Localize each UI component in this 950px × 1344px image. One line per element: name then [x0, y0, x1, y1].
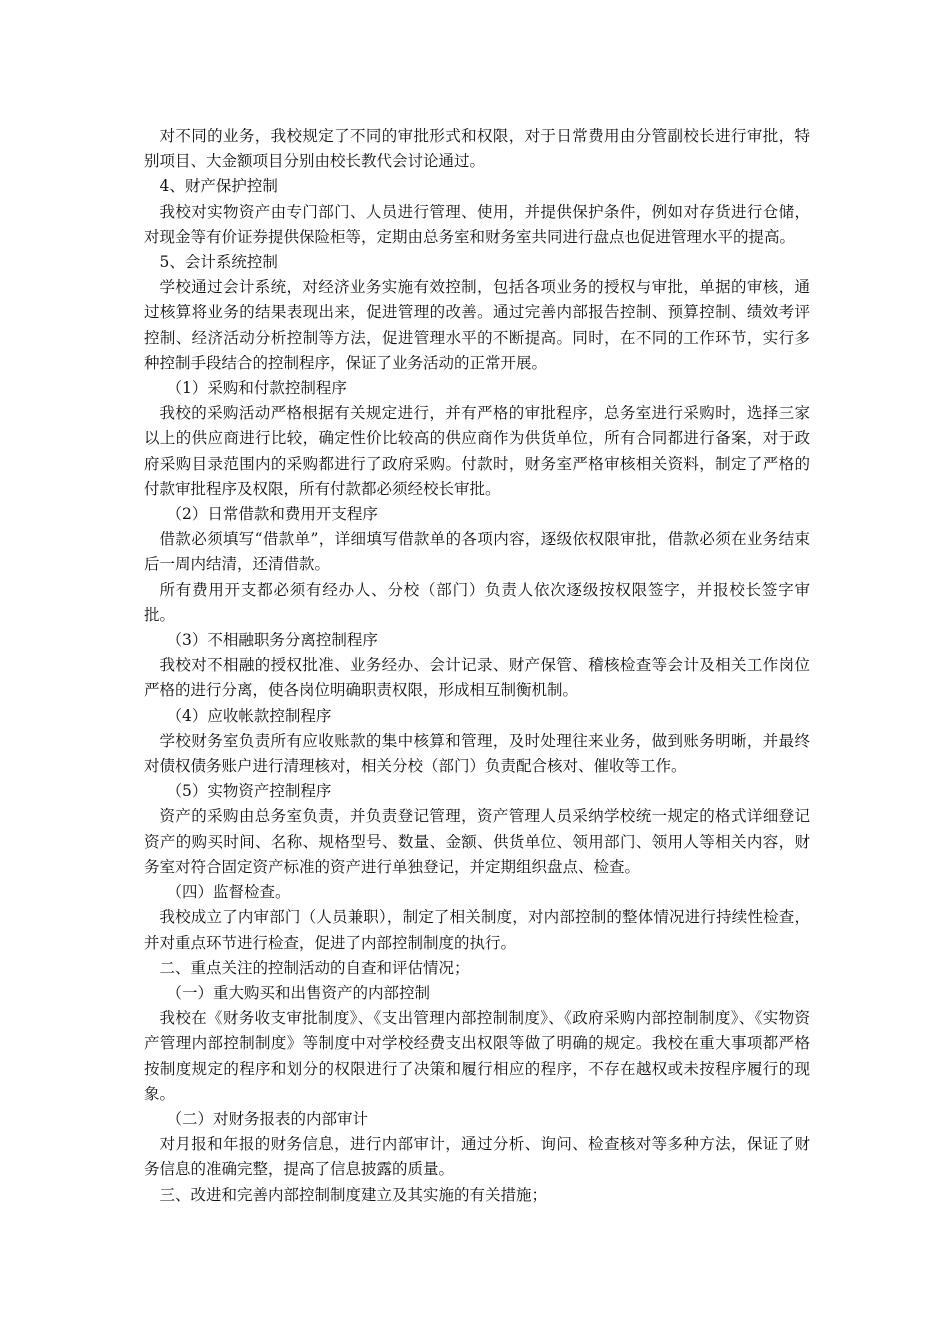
heading-duty-separation: （3）不相融职务分离控制程序 — [166, 631, 378, 650]
document-body — [144, 124, 810, 1208]
heading-receivables: （4）应收帐款控制程序 — [166, 706, 332, 725]
paragraph-expenses: 所有费用开支都必须有经办人、分校（部门）负责人依次逐级按权限签字，并报校长签字审批。 — [144, 580, 810, 624]
heading-physical-assets: （5）实物资产控制程序 — [166, 782, 332, 801]
heading-property-protection: 4、财产保护控制 — [159, 177, 278, 196]
heading-major-asset-control: （一）重大购买和出售资产的内部控制 — [166, 983, 430, 1002]
heading-improvement-measures: 三、改进和完善内部控制制度建立及其实施的有关措施； — [159, 1185, 548, 1204]
paragraph-receivables: 学校财务室负责所有应收账款的集中核算和管理，及时处理往来业务，做到账务明晰，并最终对债权债务账户进行清理核对，相关分校（部门）负责配合核对、催收等工作。 — [144, 731, 810, 776]
paragraph-duty-separation: 我校对不相融的授权批准、业务经办、会计记录、财产保管、稽核检查等会计及相关工作岗位严格的进行分离，使各岗位明确职责权限，形成相互制衡机制。 — [144, 656, 810, 700]
heading-loans-expenses: （2）日常借款和费用开支程序 — [166, 505, 378, 524]
paragraph-financial-audit: 对月报和年报的财务信息，进行内部审计，通过分析、询问、检查核对等多种方法，保证了财务信息的准确完整，提高了信息披露的质量。 — [144, 1135, 810, 1179]
paragraph-loans: 借款必须填写“借款单”，详细填写借款单的各项内容，逐级依权限审批，借款必须在业务结束后一周内结清，还清借款。 — [144, 530, 810, 574]
paragraph-major-asset-control: 我校在《财务收支审批制度》、《支出管理内部控制制度》、《政府采购内部控制制度》、《实物资产管理内部控制制度》等制度中对学校经费支出权限等做了明确的规定。我校在重大事项都严格按制度规定的程序和划分的权限进行了决策和履行相应的程序，不存在越权或未按程序履行的现象。 — [144, 1009, 810, 1103]
paragraph-procurement-payment: 我校的采购活动严格根据有关规定进行，并有严格的审批程序，总务室进行采购时，选择三家以上的供应商进行比较，确定性价比较高的供应商作为供货单位，所有合同都进行备案，对于政府采购目录范围内的采购都进行了政府采购。付款时，财务室严格审核相关资料，制定了严格的付款审批程序及权限，所有付款都必须经校长审批。 — [144, 404, 810, 498]
paragraph-accounting-system: 学校通过会计系统，对经济业务实施有效控制，包括各项业务的授权与审批，单据的审核，通过核算将业务的结果表现出来，促进管理的改善。通过完善内部报告控制、预算控制、绩效考评控制、经济活动分析控制等方法，促进管理水平的不断提高。同时，在不同的工作环节，实行多种控制手段结合的控制程序，保证了业务活动的正常开展。 — [144, 278, 810, 372]
heading-supervision: （四）监督检查。 — [166, 883, 291, 902]
heading-procurement-payment: （1）采购和付款控制程序 — [166, 379, 347, 398]
paragraph-property-protection: 我校对实物资产由专门部门、人员进行管理、使用，并提供保护条件，例如对存货进行仓储，对现金等有价证券提供保险柜等，定期由总务室和财务室共同进行盘点也促进管理水平的提高。 — [144, 202, 810, 246]
paragraph-approval-authority: 对不同的业务，我校规定了不同的审批形式和权限，对于日常费用由分管副校长进行审批，特别项目、大金额项目分别由校长教代会讨论通过。 — [144, 127, 810, 171]
heading-key-control-review: 二、重点关注的控制活动的自查和评估情况； — [159, 958, 470, 977]
paragraph-supervision: 我校成立了内审部门（人员兼职），制定了相关制度，对内部控制的整体情况进行持续性检查，并对重点环节进行检查，促进了内部控制制度的执行。 — [144, 908, 810, 952]
heading-accounting-system: 5、会计系统控制 — [159, 253, 278, 272]
heading-financial-audit: （二）对财务报表的内部审计 — [166, 1109, 368, 1128]
paragraph-physical-assets: 资产的采购由总务室负责，并负责登记管理，资产管理人员采纳学校统一规定的格式详细登记资产的购买时间、名称、规格型号、数量、金额、供货单位、领用部门、领用人等相关内容，财务室对符合固定资产标准的资产进行单独登记，并定期组织盘点、检查。 — [144, 807, 810, 876]
